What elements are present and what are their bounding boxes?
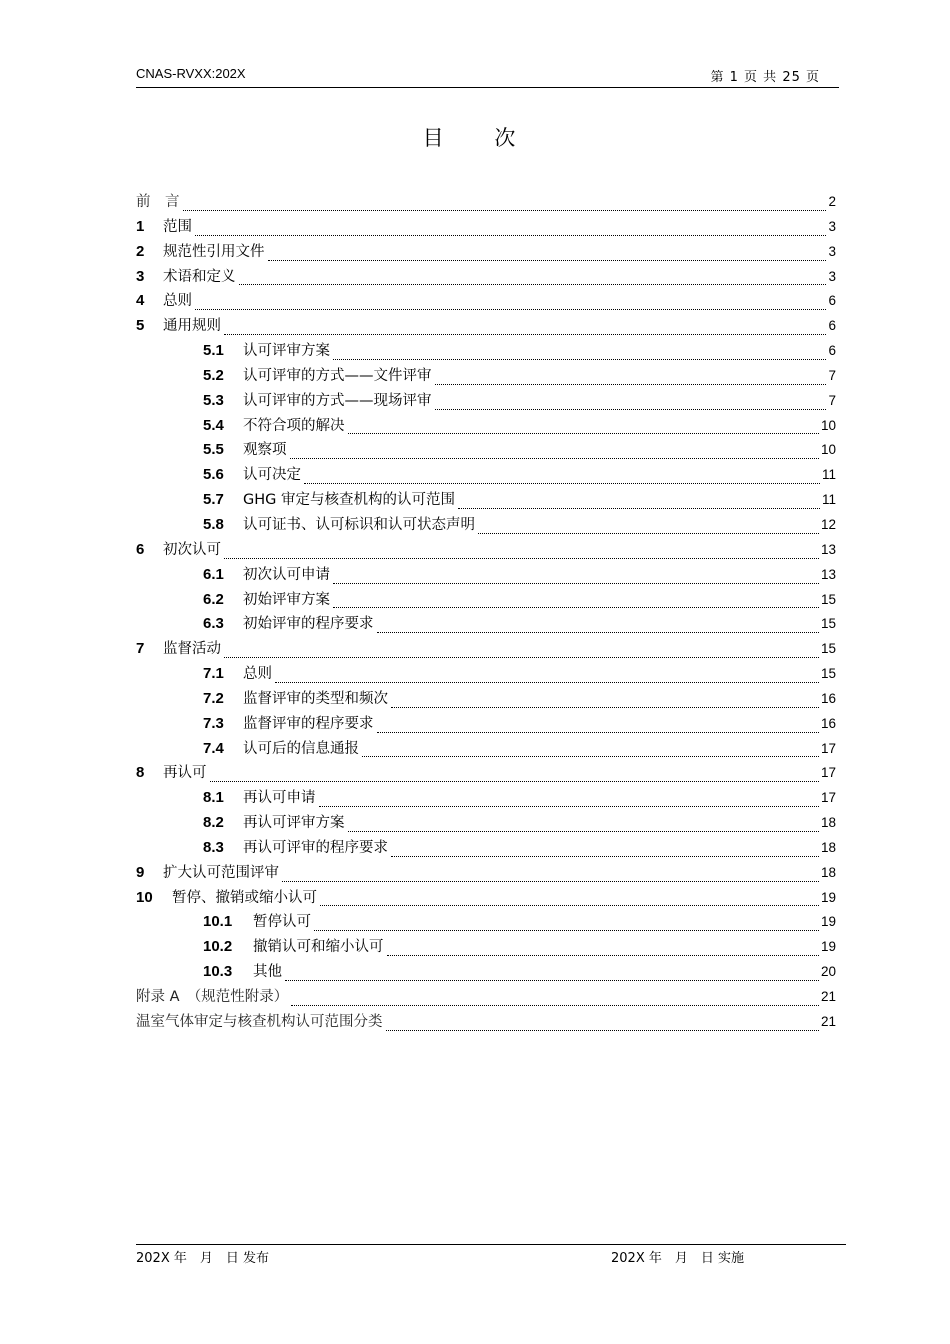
toc-entry[interactable] — [136, 190, 836, 215]
toc-entry-page: 12 — [820, 516, 836, 532]
toc-entry-page: 16 — [820, 690, 836, 706]
toc-entry-page: 21 — [820, 1013, 836, 1029]
toc-entry-label: 再认可 — [163, 765, 207, 782]
toc-entry-number: 5.5 — [203, 441, 224, 459]
toc-entry-number: 7.1 — [203, 665, 224, 683]
toc-entry-number: 1 — [136, 217, 145, 235]
toc-entry[interactable] — [136, 836, 836, 861]
toc-entry-label: 再认可申请 — [243, 790, 316, 807]
toc-entry-page: 17 — [820, 740, 836, 756]
toc-entry[interactable] — [136, 389, 836, 414]
toc-leader-dots — [224, 656, 819, 658]
toc-entry[interactable] — [136, 662, 836, 687]
toc-entry-page: 17 — [820, 765, 836, 781]
toc-entry-number: 5.2 — [203, 366, 224, 384]
toc-leader-dots — [387, 954, 819, 956]
toc-entry-number: 5.8 — [203, 515, 224, 533]
toc-entry-number: 5.7 — [203, 491, 224, 509]
toc-entry-label: 认可评审的方式——文件评审 — [243, 367, 432, 384]
toc-entry-number: 10.3 — [203, 963, 233, 981]
toc-leader-dots — [435, 408, 827, 410]
toc-entry-label: 监督评审的类型和频次 — [243, 690, 388, 707]
toc-leader-dots — [282, 880, 819, 882]
toc-leader-dots — [224, 557, 819, 559]
toc-entry[interactable] — [136, 786, 836, 811]
toc-entry-label: 范围 — [163, 218, 192, 235]
toc-entry[interactable] — [136, 811, 836, 836]
toc-entry[interactable] — [136, 910, 836, 935]
toc-leader-dots — [314, 929, 819, 931]
toc-entry-page: 6 — [828, 293, 836, 309]
toc-entry-page: 16 — [820, 715, 836, 731]
toc-leader-dots — [195, 308, 826, 310]
toc-entry-number: 7.4 — [203, 739, 224, 757]
toc-entry-page: 11 — [821, 492, 836, 508]
document-code: CNAS-RVXX:202X — [136, 66, 246, 81]
toc-entry[interactable] — [136, 289, 836, 314]
toc-entry-label: 监督评审的程序要求 — [243, 715, 374, 732]
toc-leader-dots — [333, 358, 826, 360]
toc-entry[interactable] — [136, 737, 836, 762]
toc-entry-page: 19 — [820, 939, 836, 955]
toc-leader-dots — [348, 432, 819, 434]
toc-entry-page: 10 — [820, 417, 836, 433]
toc-leader-dots — [458, 507, 820, 509]
toc-entry-page: 18 — [820, 839, 836, 855]
toc-entry-label: 总则 — [243, 666, 272, 683]
header-divider — [136, 87, 839, 88]
toc-entry[interactable] — [136, 761, 836, 786]
toc-leader-dots — [435, 383, 827, 385]
toc-entry-page: 3 — [828, 218, 836, 234]
toc-entry[interactable] — [136, 1010, 836, 1035]
toc-entry-label: 观察项 — [243, 442, 287, 459]
toc-entry[interactable] — [136, 563, 836, 588]
implementation-date: 202X 年 月 日 实施 — [611, 1251, 744, 1266]
toc-entry-label: GHG 审定与核查机构的认可范围 — [243, 492, 455, 509]
toc-entry-number: 6.1 — [203, 565, 224, 583]
toc-leader-dots — [333, 582, 819, 584]
toc-entry-page: 15 — [820, 641, 836, 657]
toc-leader-dots — [391, 706, 819, 708]
toc-entry[interactable] — [136, 314, 836, 339]
toc-entry-page: 13 — [820, 541, 836, 557]
toc-entry[interactable] — [136, 414, 836, 439]
table-of-contents — [136, 190, 836, 1035]
toc-entry-page: 15 — [820, 666, 836, 682]
toc-entry-label: 初始评审的程序要求 — [243, 616, 374, 633]
toc-leader-dots — [391, 855, 819, 857]
toc-leader-dots — [290, 457, 819, 459]
toc-entry-number: 5.1 — [203, 342, 224, 360]
toc-entry-number: 3 — [136, 267, 145, 285]
toc-entry[interactable] — [136, 339, 836, 364]
footer-divider — [136, 1244, 846, 1245]
toc-entry-label: 再认可评审方案 — [243, 815, 345, 832]
toc-leader-dots — [348, 830, 819, 832]
toc-entry-number: 10.1 — [203, 913, 233, 931]
toc-entry-page: 19 — [820, 914, 836, 930]
toc-entry[interactable] — [136, 538, 836, 563]
toc-leader-dots — [377, 731, 819, 733]
page-title: 目 次 — [422, 126, 538, 150]
toc-entry-label: 规范性引用文件 — [163, 243, 265, 260]
toc-entry-label: 初始评审方案 — [243, 591, 330, 608]
toc-entry-page: 21 — [820, 989, 836, 1004]
toc-entry-number: 4 — [136, 292, 145, 310]
toc-entry-label: 附录 A （规范性附录） — [136, 989, 289, 1005]
toc-entry[interactable] — [136, 588, 836, 613]
toc-leader-dots — [377, 631, 819, 633]
toc-leader-dots — [285, 979, 819, 981]
toc-entry[interactable] — [136, 687, 836, 712]
toc-entry[interactable] — [136, 364, 836, 389]
toc-entry-number: 6.2 — [203, 590, 224, 608]
toc-entry-page: 7 — [828, 367, 836, 383]
toc-entry-label: 暂停认可 — [253, 914, 311, 931]
toc-entry-label: 总则 — [163, 293, 192, 310]
toc-entry-page: 15 — [820, 591, 836, 607]
toc-entry-page: 6 — [828, 343, 836, 359]
toc-entry[interactable] — [136, 488, 836, 513]
toc-entry-label: 初次认可 — [163, 541, 221, 558]
toc-entry-page: 18 — [820, 864, 836, 880]
toc-entry-label: 其他 — [253, 964, 282, 981]
toc-entry[interactable] — [136, 861, 836, 886]
toc-entry-label: 监督活动 — [163, 641, 221, 658]
toc-entry-number: 9 — [136, 863, 145, 881]
page-indicator: 第 1 页 共 25 页 — [710, 70, 820, 85]
toc-entry-page: 19 — [820, 889, 836, 905]
toc-entry[interactable] — [136, 960, 836, 985]
toc-entry-number: 5.6 — [203, 466, 224, 484]
toc-entry[interactable] — [136, 985, 836, 1010]
toc-leader-dots — [386, 1029, 819, 1031]
toc-entry-label: 认可后的信息通报 — [243, 740, 359, 757]
toc-entry-page: 18 — [820, 815, 836, 831]
toc-entry-label: 通用规则 — [163, 318, 221, 335]
toc-leader-dots — [291, 1004, 819, 1006]
toc-entry-label: 术语和定义 — [163, 268, 236, 285]
toc-leader-dots — [195, 234, 826, 236]
toc-entry[interactable] — [136, 612, 836, 637]
issue-date: 202X 年 月 日 发布 — [136, 1251, 269, 1266]
toc-leader-dots — [224, 333, 826, 335]
toc-leader-dots — [362, 755, 819, 757]
toc-entry-label: 撤销认可和缩小认可 — [253, 939, 384, 956]
toc-entry-label: 不符合项的解决 — [243, 417, 345, 434]
toc-entry-label: 前 言 — [136, 194, 180, 210]
toc-entry-page: 7 — [828, 392, 836, 408]
toc-entry-label: 初次认可申请 — [243, 566, 330, 583]
toc-leader-dots — [239, 283, 827, 285]
toc-entry-number: 6.3 — [203, 615, 224, 633]
toc-entry-label: 认可评审的方式——现场评审 — [243, 392, 432, 409]
toc-leader-dots — [210, 780, 819, 782]
toc-entry-page: 2 — [828, 194, 836, 209]
toc-leader-dots — [183, 209, 827, 211]
toc-entry[interactable] — [136, 886, 836, 911]
toc-entry[interactable] — [136, 265, 836, 290]
toc-entry-page: 6 — [828, 318, 836, 334]
toc-entry-page: 3 — [828, 243, 836, 259]
toc-entry-label: 温室气体审定与核查机构认可范围分类 — [136, 1013, 383, 1030]
toc-entry[interactable] — [136, 463, 836, 488]
toc-entry-number: 7.2 — [203, 689, 224, 707]
toc-entry-number: 8 — [136, 764, 145, 782]
toc-entry-number: 5.3 — [203, 391, 224, 409]
toc-entry-page: 13 — [820, 566, 836, 582]
toc-entry-page: 20 — [820, 964, 836, 980]
toc-entry-page: 11 — [821, 467, 836, 483]
toc-entry-page: 17 — [820, 790, 836, 806]
toc-entry[interactable] — [136, 935, 836, 960]
toc-entry[interactable] — [136, 215, 836, 240]
toc-leader-dots — [319, 805, 819, 807]
toc-leader-dots — [478, 532, 819, 534]
toc-entry[interactable] — [136, 240, 836, 265]
toc-entry-number: 6 — [136, 540, 145, 558]
toc-leader-dots — [320, 904, 819, 906]
toc-entry-number: 8.3 — [203, 838, 224, 856]
toc-entry-number: 10.2 — [203, 938, 233, 956]
toc-entry-label: 暂停、撤销或缩小认可 — [172, 889, 317, 906]
toc-entry-page: 10 — [820, 442, 836, 458]
toc-entry-label: 认可证书、认可标识和认可状态声明 — [243, 516, 475, 533]
toc-entry-label: 认可评审方案 — [243, 343, 330, 360]
toc-entry-number: 5 — [136, 317, 145, 335]
toc-entry-number: 2 — [136, 242, 145, 260]
toc-entry-label: 扩大认可范围评审 — [163, 864, 279, 881]
toc-entry[interactable] — [136, 637, 836, 662]
toc-entry-number: 7.3 — [203, 714, 224, 732]
toc-entry-page: 15 — [820, 616, 836, 632]
toc-entry-page: 3 — [828, 268, 836, 284]
toc-leader-dots — [268, 259, 827, 261]
toc-entry-label: 认可决定 — [243, 467, 301, 484]
toc-leader-dots — [333, 606, 819, 608]
toc-entry[interactable] — [136, 438, 836, 463]
toc-leader-dots — [304, 482, 820, 484]
toc-entry-number: 7 — [136, 640, 145, 658]
toc-entry-number: 8.1 — [203, 789, 224, 807]
toc-entry-number: 5.4 — [203, 416, 224, 434]
toc-entry-label: 再认可评审的程序要求 — [243, 839, 388, 856]
toc-entry[interactable] — [136, 513, 836, 538]
toc-entry-number: 10 — [136, 888, 153, 906]
toc-entry[interactable] — [136, 712, 836, 737]
toc-leader-dots — [275, 681, 819, 683]
toc-entry-number: 8.2 — [203, 814, 224, 832]
